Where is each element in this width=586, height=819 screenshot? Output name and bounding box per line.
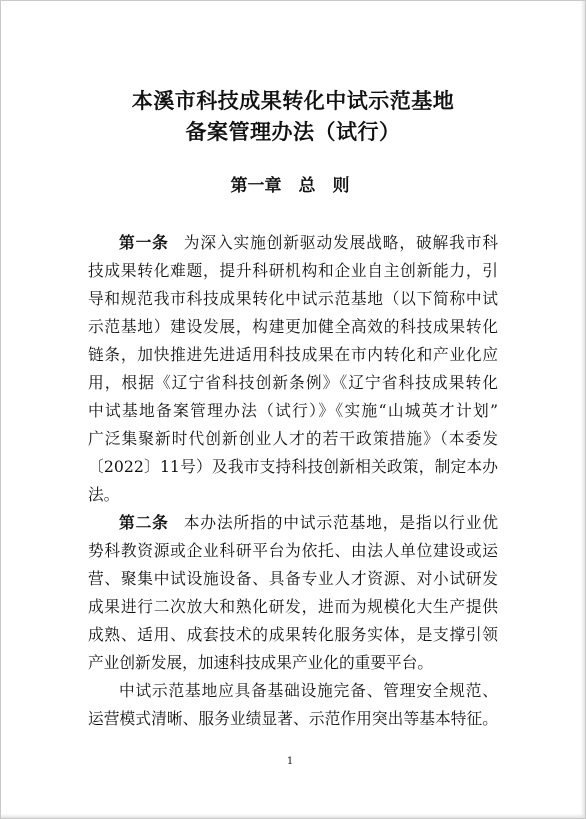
page-number: 1 [286, 756, 294, 767]
article-1-line-3: 导和规范我市科技成果转化中试示范基地（以下简称中试 [88, 289, 498, 308]
article-1-line-1 [88, 229, 498, 257]
article-2-line-6: 产业创新发展，加速科技成果产业化的重要平台。 [88, 653, 434, 672]
paragraph-3-line-2: 运营模式清晰、服务业绩显著、示范作用突出等基本特征。 [88, 709, 498, 728]
article-2 [88, 509, 498, 677]
article-1-line-2: 技成果转化难题，提升科研机构和企业自主创新能力，引 [88, 261, 498, 280]
paragraph-3-line-1: 中试示范基地应具备基础设施完备、管理安全规范、 [119, 681, 498, 700]
title-line-1: 本溪市科技成果转化中试示范基地 [131, 88, 455, 113]
article-2-line-1-text: 本办法所指的中试示范基地，是指以行业优 [183, 513, 498, 532]
article-2-line-3: 营、聚集中试设施设备、具备专业人才资源、对小试研发 [88, 569, 498, 588]
article-2-label: 第二条 [119, 513, 169, 532]
article-1 [88, 229, 498, 509]
article-2-line-4: 成果进行二次放大和熟化研发，进而为规模化大生产提供 [88, 597, 498, 616]
article-2-line-5: 成熟、适用、成套技术的成果转化服务实体，是支撑引领 [88, 625, 498, 644]
chapter-heading: 第一章 总 则 [230, 176, 350, 196]
document-title [0, 85, 586, 147]
paragraph-3 [88, 677, 498, 733]
article-1-line-1-text: 为深入实施创新驱动发展战略，破解我市科 [183, 233, 498, 252]
article-1-line-4: 示范基地）建设发展，构建更加健全高效的科技成果转化 [88, 317, 498, 336]
article-2-line-2: 势科教资源或企业科研平台为依托、由法人单位建设或运 [88, 541, 498, 560]
article-1-line-8: 广泛集聚新时代创新创业人才的若干政策措施》（本委发 [88, 429, 498, 448]
article-1-line-7: 中试基地备案管理办法（试行）》《实施“山城英才计划” [88, 401, 498, 420]
article-2-line-1 [88, 509, 498, 537]
article-1-line-5: 链条，加快推进先进适用科技成果在市内转化和产业化应 [88, 345, 498, 364]
article-1-line-6: 用，根据《辽宁省科技创新条例》《辽宁省科技成果转化 [88, 373, 498, 392]
article-1-line-9: 〔2022〕11号）及我市支持科技创新相关政策，制定本办 [88, 457, 498, 476]
title-line-2: 备案管理办法（试行） [185, 119, 401, 144]
article-1-line-10: 法。 [88, 485, 120, 504]
document-body [88, 229, 498, 733]
article-1-label: 第一条 [119, 233, 169, 252]
